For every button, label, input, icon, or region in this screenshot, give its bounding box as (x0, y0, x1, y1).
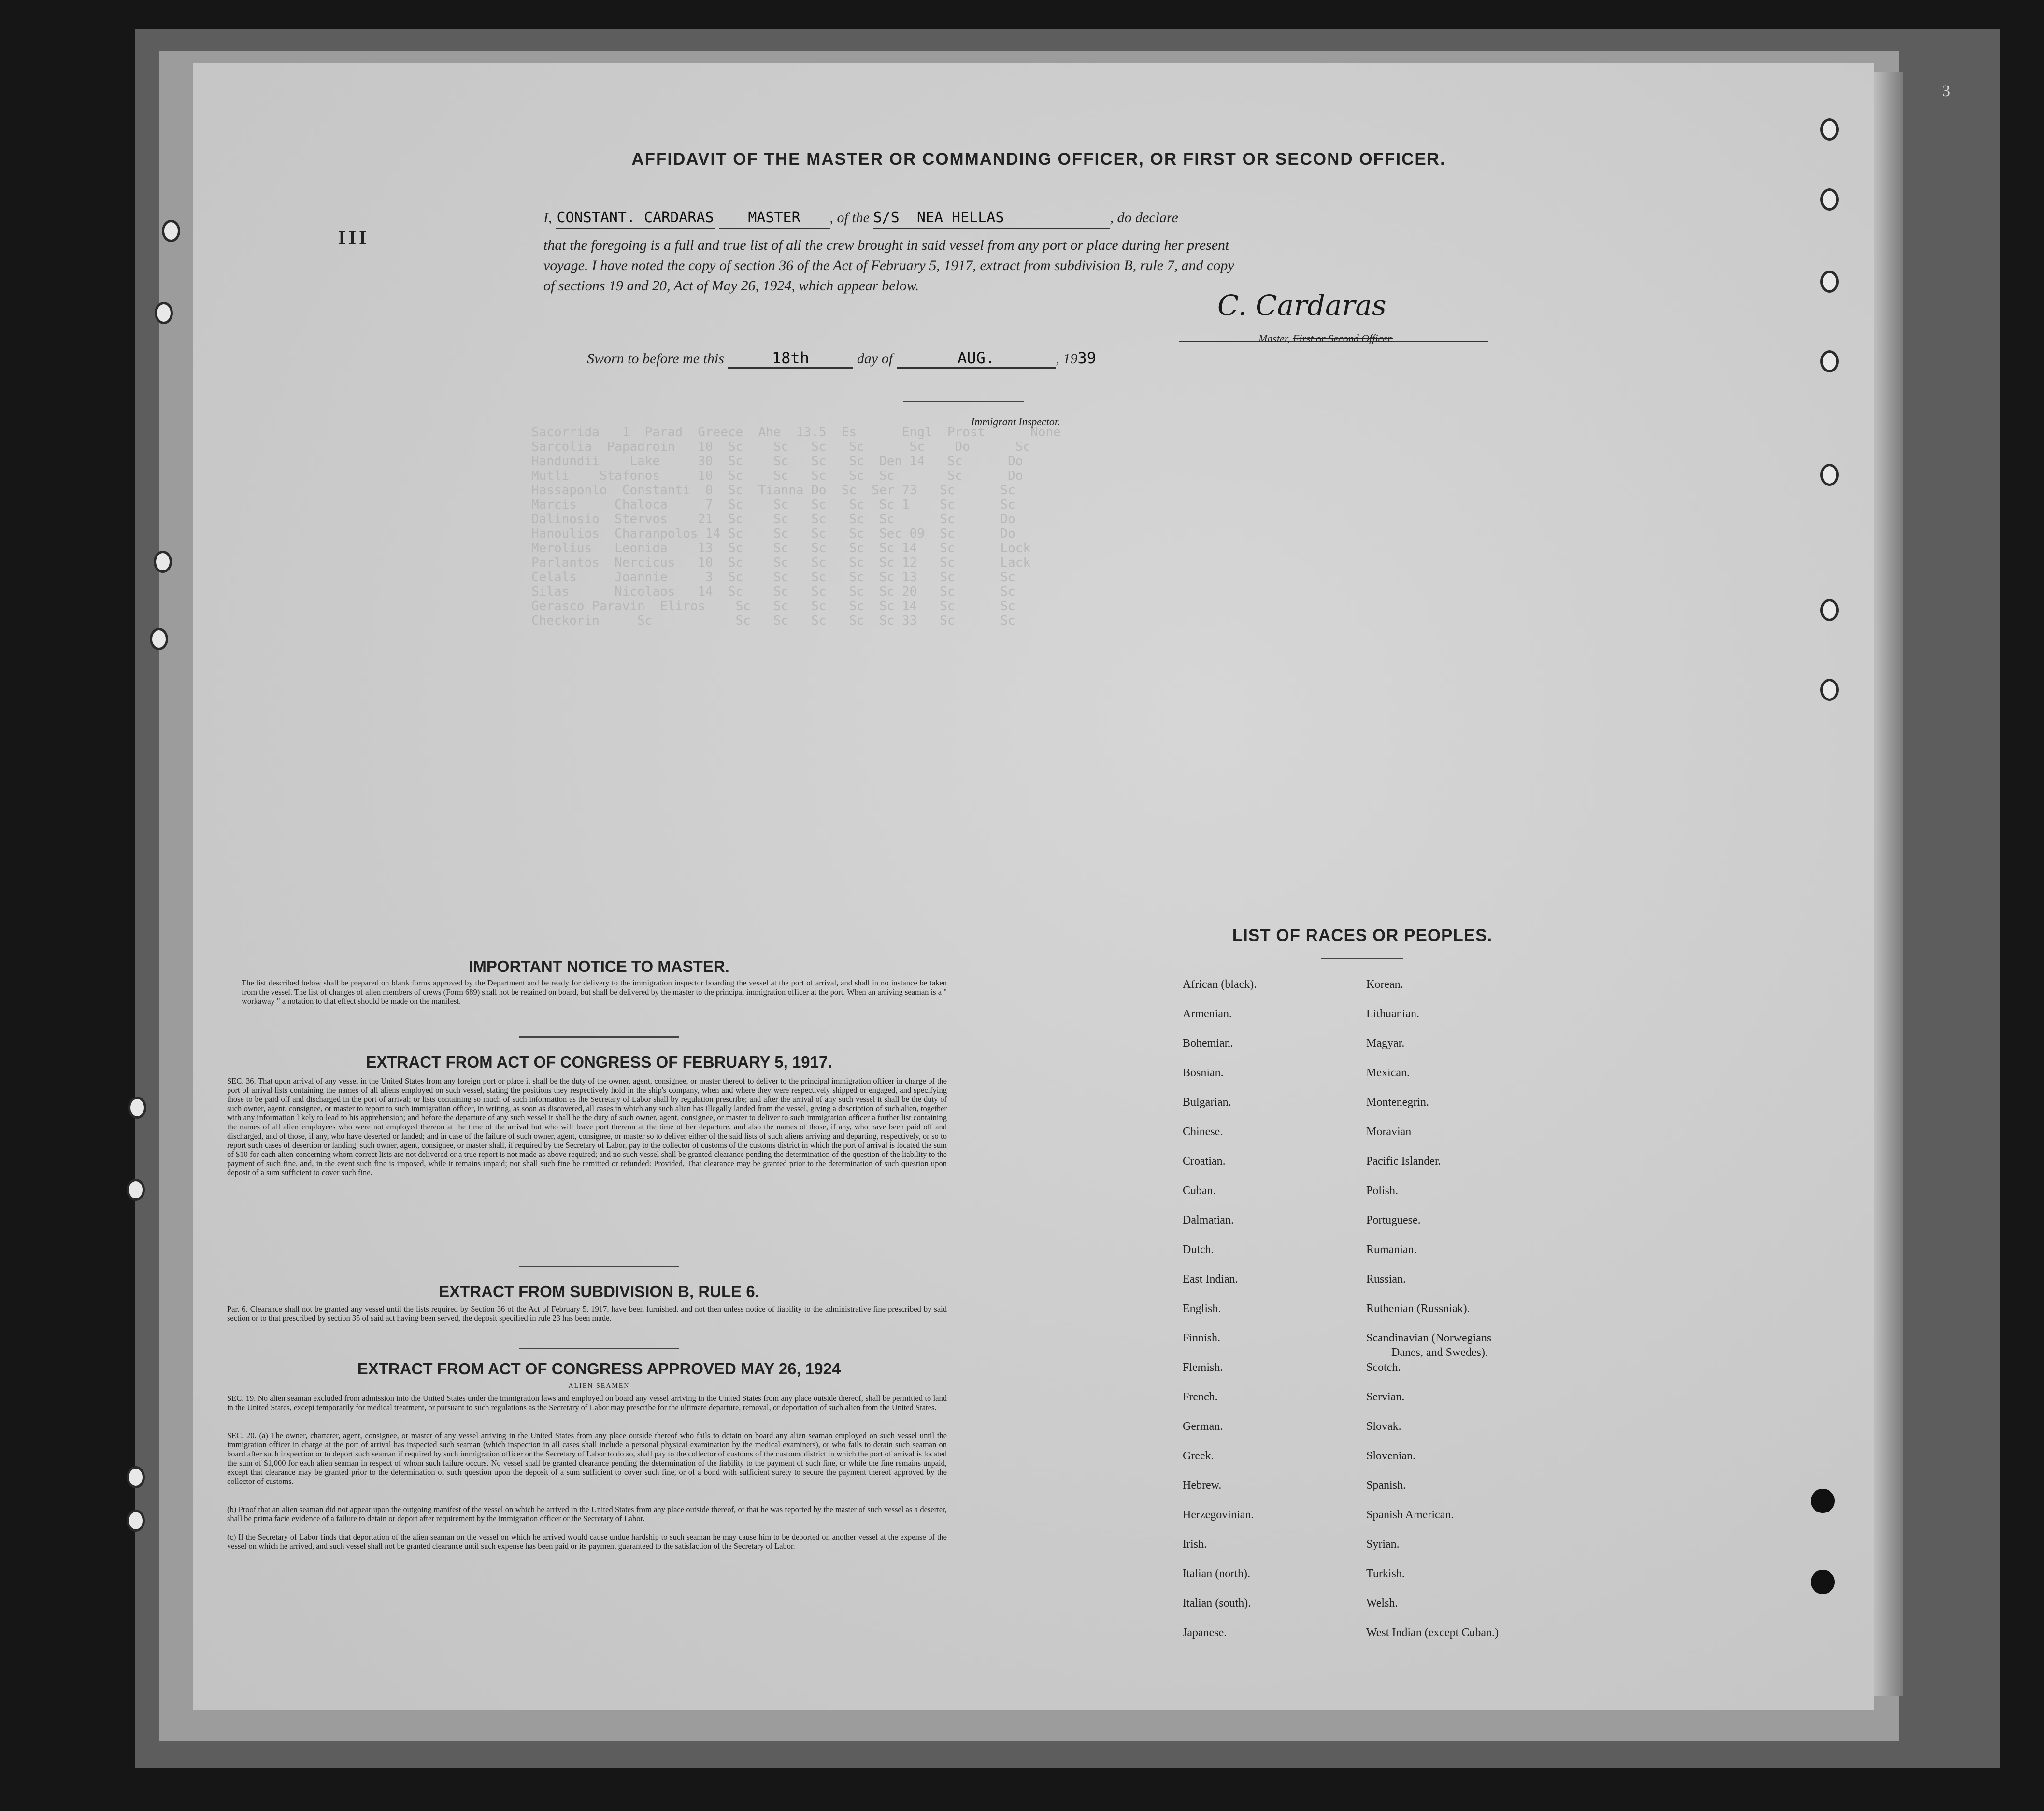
race-col2-item: Spanish American. (1366, 1509, 1454, 1521)
race-col2-continuation: Danes, and Swedes). (1391, 1346, 1488, 1359)
race-col2-item: Spanish. (1366, 1479, 1406, 1492)
race-col1-item: East Indian. (1183, 1273, 1238, 1285)
races-title: LIST OF RACES OR PEOPLES. (1232, 926, 1493, 945)
race-col1-item: African (black). (1183, 978, 1257, 991)
of-the-text: , of the (829, 210, 870, 226)
extract-1924-subtitle: ALIEN SEAMEN (568, 1383, 630, 1390)
sec-20a-body: SEC. 20. (a) The owner, charterer, agent, consignee, or master of any vessel arriving in the United States from any place outside thereof who fails to detain on board any alien seaman employed on such vessel until the immigration officer in charge at the port of arrival has inspected such seaman (which inspection in all cases shall include a personal physical examination by the medical examiners), or who fails to detain such seaman on board after such inspection or to deport such seaman if required by such immigration officer or the Secretary of Labor to do so, shall pay to the collector of customs of the customs district in which the port of arrival is located the sum of $1,000 for each alien seaman in respect of whom such failure occurs. No vessel shall be granted clearance pending the determination of the liability to the payment of such fine, or while the fine remains unpaid, except that clearance may be granted prior to the determination of such question upon the deposit of a sum sufficient to cover such fine, or of a bond with sufficient surety to secure the payment thereof approved by the collector of customs. (227, 1431, 947, 1486)
declaration-line-2: that the foregoing is a full and true list of all the crew brought in said vessel from any port or place during her present (543, 237, 1229, 253)
extract-rule6-title: EXTRACT FROM SUBDIVISION B, RULE 6. (439, 1283, 759, 1300)
race-col2-item: Russian. (1366, 1273, 1406, 1285)
caption-struck-officer: First or Second Officer. (1292, 332, 1393, 344)
master-rank: MASTER (719, 208, 830, 229)
race-col1-item: Cuban. (1183, 1184, 1216, 1197)
race-col2-item: Montenegrin. (1366, 1096, 1429, 1109)
race-col2-item: Pacific Islander. (1366, 1155, 1441, 1168)
race-col1-item: Croatian. (1183, 1155, 1226, 1168)
race-col2-item: Moravian (1366, 1126, 1412, 1138)
declaration-prefix: I, (543, 210, 552, 226)
binder-hole (1820, 599, 1839, 621)
vessel-prefix: S/S (873, 209, 900, 226)
section-divider (519, 1036, 679, 1038)
master-signature: C. Cardaras (1217, 289, 1386, 322)
binder-hole (1811, 1489, 1835, 1513)
race-col2-item: Slovak. (1366, 1420, 1401, 1433)
declaration-line-1 (543, 208, 1510, 229)
race-col1-item: Greek. (1183, 1450, 1214, 1462)
race-col2-item: Lithuanian. (1366, 1008, 1419, 1020)
section-divider (519, 1266, 679, 1267)
extract-1924-title: EXTRACT FROM ACT OF CONGRESS APPROVED MAY 26, 1924 (357, 1360, 841, 1378)
race-col1-item: Japanese. (1183, 1626, 1227, 1639)
vessel-name: NEA HELLAS (916, 209, 1004, 226)
binder-hole (154, 551, 172, 573)
signature-caption (1258, 332, 1393, 345)
race-col1-item: Finnish. (1183, 1332, 1221, 1344)
race-col2-item: Turkish. (1366, 1568, 1405, 1580)
do-declare-text: , do declare (1110, 210, 1178, 226)
section-divider (519, 1348, 679, 1349)
race-col2-item: Welsh. (1366, 1597, 1398, 1610)
race-col2-item: Mexican. (1366, 1067, 1410, 1079)
inspector-signature-line (903, 401, 1024, 402)
sworn-text: Sworn to before me this (587, 351, 724, 367)
page-number-mark: 3 (1942, 82, 1950, 100)
race-col2-item: Syrian. (1366, 1538, 1400, 1551)
binder-hole (155, 302, 173, 324)
inspector-caption: Immigrant Inspector. (971, 415, 1060, 428)
binder-hole (1820, 350, 1839, 372)
race-col2-item: Portuguese. (1366, 1214, 1421, 1226)
declaration-line-4: of sections 19 and 20, Act of May 26, 1924, which appear below. (543, 278, 919, 294)
binder-hole (1811, 1570, 1835, 1594)
extract-1917-title: EXTRACT FROM ACT OF CONGRESS OF FEBRUARY 5, 1917. (366, 1053, 832, 1071)
binder-hole (1820, 464, 1839, 486)
race-col1-item: Italian (north). (1183, 1568, 1250, 1580)
binder-hole (127, 1466, 145, 1488)
sec-20c-body: (c) If the Secretary of Labor finds that deportation of the alien seaman on the vessel on which he arrived would cause undue hardship to such seaman he may cause him to be deported on another vessel at the expense of the vessel on which he arrived, and such vessel shall not be granted clearance until such expense has been paid or its payment guaranteed to the satisfaction of the Secretary of Labor. (227, 1532, 947, 1551)
bleed-through-table: Sacorrida 1 Parad Greece Ahe 13.5 Es Engl Prost None Sarcolia Papadroin 10 Sc Sc Sc Sc Sc Do Sc Handundii Lake 30 Sc Sc Sc Sc Den 14 Sc Do Mutli Stafonos 10 Sc Sc Sc Sc Sc Sc Do Hassaponlo Constanti 0 Sc Tianna Do Sc Ser 73 Sc Sc Marcis Chaloca 7 Sc Sc Sc Sc Sc 1 Sc Sc Dalinosio Stervos 21 Sc Sc Sc Sc Sc Sc Do Hanoulios Charanpolos 14 Sc Sc Sc Sc Sec 09 Sc Do Merolius Leonida 13 Sc Sc Sc Sc Sc 14 Sc Lock Parlantos Nercicus 10 Sc Sc Sc Sc Sc 12 Sc Lack Celals Joannie 3 Sc Sc Sc Sc Sc 13 Sc Sc Silas Nicolaos 14 Sc Sc Sc Sc Sc 20 Sc Sc Gerasco Paravin Eliros Sc Sc Sc Sc Sc 14 Sc Sc Checkorin Sc Sc Sc Sc Sc Sc 33 Sc Sc (531, 425, 1061, 628)
race-col1-item: Flemish. (1183, 1361, 1223, 1374)
race-col2-item: Scandinavian (Norwegians (1366, 1332, 1492, 1344)
race-col1-item: Italian (south). (1183, 1597, 1251, 1610)
race-col1-item: Herzegovinian. (1183, 1509, 1254, 1521)
binder-hole (150, 628, 168, 650)
sworn-month: AUG. (897, 349, 1056, 369)
race-col1-item: German. (1183, 1420, 1223, 1433)
race-col1-item: French. (1183, 1391, 1218, 1403)
sworn-year: 39 (1077, 349, 1097, 367)
race-col1-item: English. (1183, 1302, 1221, 1315)
race-col2-item: Slovenian. (1366, 1450, 1415, 1462)
race-col1-item: Hebrew. (1183, 1479, 1222, 1492)
sworn-day: 18th (728, 349, 853, 369)
extract-1917-body: SEC. 36. That upon arrival of any vessel in the United States from any foreign port or place it shall be the duty of the owner, agent, consignee, or master thereof to deliver to the principal immigration officer in charge of the port of arrival lists containing the names of all aliens employed on such vessel, stating the positions they respectively hold in the ship's company, when and where they were respectively shipped or engaged, and specifying those to be paid off and discharged in the port of arrival; or lists containing so much of such information as the Secretary of Labor shall by regulation prescribe; and after the arrival of any such vessel it shall be the duty of such owner, agent, consignee, or master to report to such immigration officer, in writing, as soon as discovered, all cases in which any such alien has illegally landed from the vessel, giving a description of such alien, together with any information likely to lead to his apprehension; and before the departure of any such vessel it shall be the duty of such owner, agent, consignee, or master to deliver to such immigration officer a further list containing the names of all alien employees who were not employed thereon at the time of the arrival but who will leave port thereon at the time of her departure, and also the names of those, if any, who have been paid off and discharged, and of those, if any, who have deserted or landed; and in case of the failure of such owner, agent, consignee, or master so to deliver either of the said lists of such aliens arriving and departing, respectively, or so to report such cases of desertion or landing, such owner, agent, consignee, or master shall, if required by the Secretary of Labor, pay to the collector of customs of the customs district in which the port of arrival is located the sum of $10 for each alien concerning whom correct lists are not delivered or a true report is not made as above required; and no such vessel shall be granted clearance pending the determination of the question of the liability to the payment of such fine, and, in the event such fine is imposed, while it remains unpaid; nor shall such fine be remitted or refunded: Provided, That clearance may be granted prior to the determination of such question upon deposit of a sum sufficient to cover such fine. (227, 1076, 947, 1177)
margin-roman-mark: III (338, 227, 370, 248)
notice-title: IMPORTANT NOTICE TO MASTER. (469, 957, 729, 975)
affidavit-title: AFFIDAVIT OF THE MASTER OR COMMANDING OFFICER, OR FIRST OR SECOND OFFICER. (631, 150, 1446, 169)
race-col2-item: Ruthenian (Russniak). (1366, 1302, 1470, 1315)
race-col1-item: Chinese. (1183, 1126, 1223, 1138)
day-of-text: day of (857, 351, 893, 367)
binder-hole (1820, 118, 1839, 141)
extract-rule6-body: Par. 6. Clearance shall not be granted any vessel until the lists required by Section 36 of the Act of February 5, 1917, have been furnished, and not then unless notice of liability to the administrative fine prescribed by said section or to that prescribed by section 35 of said act having been served, the deposit specified in rule 23 has been made. (227, 1304, 947, 1323)
year-prefix: , 19 (1056, 351, 1078, 367)
binder-hole (1820, 679, 1839, 701)
race-col2-item: Polish. (1366, 1184, 1399, 1197)
race-col2-item: Servian. (1366, 1391, 1405, 1403)
notice-body: The list described below shall be prepared on blank forms approved by the Department and be ready for delivery to the immigration inspector boarding the vessel at the port of arrival, and shall in no instance be taken from the vessel. The list of changes of alien members of crews (Form 689) shall not be retained on board, but shall be delivered by the master to the principal immigration officer at the port. When an arriving seaman is a " workaway " a notation to that effect should be made on the manifest. (242, 978, 947, 1006)
declaration-line-3: voyage. I have noted the copy of section 36 of the Act of February 5, 1917, extract from subdivision B, rule 7, and copy (543, 257, 1234, 273)
race-col1-item: Dutch. (1183, 1243, 1214, 1256)
caption-master: Master, (1258, 332, 1290, 344)
race-col1-item: Dalmatian. (1183, 1214, 1234, 1226)
binder-hole (162, 220, 180, 242)
master-name: CONSTANT. CARDARAS (556, 208, 715, 229)
vessel-field (873, 208, 1110, 229)
sec-19-body: SEC. 19. No alien seaman excluded from admission into the United States under the immigration laws and employed on board any vessel arriving in the United States from any place outside thereof, shall be permitted to land in the United States, except temporarily for medical treatment, or pursuant to such regulations as the Secretary of Labor may prescribe for the ultimate departure, removal, or deportation of such alien from the United States. (227, 1394, 947, 1412)
binder-hole (127, 1179, 145, 1201)
race-col1-item: Bulgarian. (1183, 1096, 1231, 1109)
sworn-line (587, 349, 1096, 369)
race-col2-item: West Indian (except Cuban.) (1366, 1626, 1499, 1639)
binder-hole (128, 1097, 146, 1119)
race-col1-item: Irish. (1183, 1538, 1207, 1551)
race-col2-item: Scotch. (1366, 1361, 1401, 1374)
section-divider (1321, 958, 1403, 959)
sec-20b-body: (b) Proof that an alien seaman did not appear upon the outgoing manifest of the vessel on which he arrived in the United States from any place outside thereof, or that he was reported by the master of such vessel as a deserter, shall be prima facie evidence of a failure to detain or deport after requirement by the immigration officer or the Secretary of Labor. (227, 1505, 947, 1523)
race-col2-item: Korean. (1366, 978, 1403, 991)
binder-hole (1820, 188, 1839, 211)
race-col1-item: Bosnian. (1183, 1067, 1224, 1079)
race-col2-item: Magyar. (1366, 1037, 1405, 1050)
race-col2-item: Rumanian. (1366, 1243, 1417, 1256)
binder-hole (127, 1510, 145, 1532)
page-edges (1874, 72, 1903, 1696)
race-col1-item: Armenian. (1183, 1008, 1232, 1020)
binder-hole (1820, 271, 1839, 293)
race-col1-item: Bohemian. (1183, 1037, 1233, 1050)
